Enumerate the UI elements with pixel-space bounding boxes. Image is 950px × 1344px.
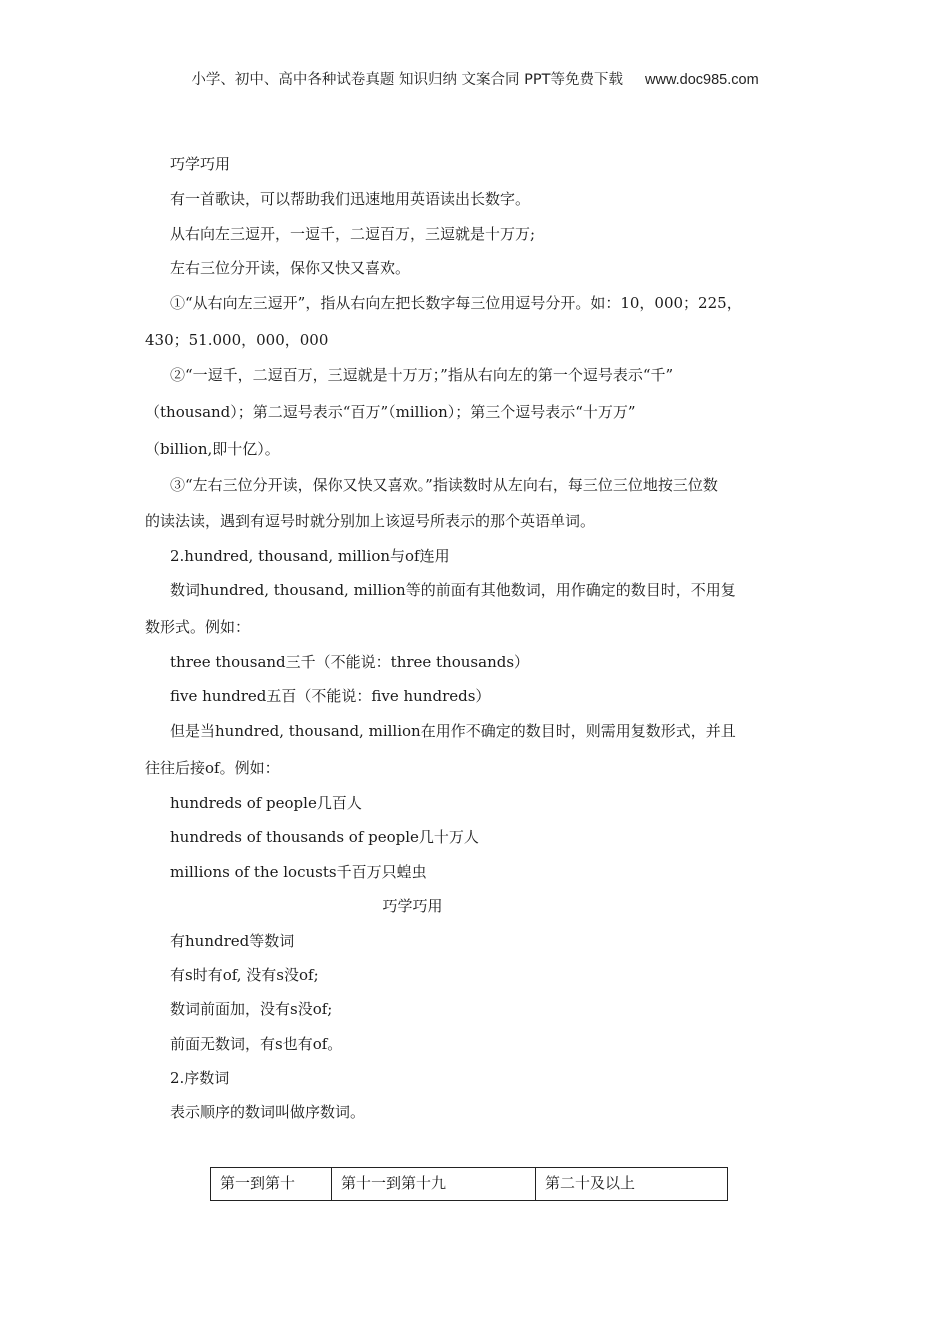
example-line: hundreds of thousands of people几十万人 [170, 828, 479, 846]
rhyme-line: 从右向左三逗开，一逗千，二逗百万，三逗就是十万万; [170, 225, 536, 243]
rhyme-line: 有s时有of, 没有s没of; [170, 966, 319, 984]
rhyme-line: 左右三位分开读，保你又快又喜欢。 [170, 259, 411, 277]
section-heading-centered: 巧学巧用 [382, 897, 443, 915]
rhyme-line: 前面无数词，有s也有of。 [170, 1035, 343, 1053]
header-site-url[interactable]: www.doc985.com [645, 72, 759, 88]
paragraph: 但是当hundred, thousand, million在用作不确定的数目时，则需用复数形式，并且 [170, 722, 736, 740]
example-line: hundreds of people几百人 [170, 794, 362, 812]
rhyme-line: 有hundred等数词 [170, 932, 295, 950]
paragraph-continued: （thousand）；第二逗号表示“百万”（million）；第三个逗号表示“十万万” [145, 403, 636, 421]
table-row [211, 1168, 728, 1201]
paragraph-continued: 430；51.000，000，000 [145, 331, 329, 349]
section-heading: 2.序数词 [170, 1069, 230, 1087]
rhyme-line: 数词前面加，没有s没of; [170, 1000, 333, 1018]
table-cell: 第二十及以上 [536, 1168, 728, 1201]
ordinal-table [210, 1167, 728, 1201]
table-cell: 第十一到第十九 [332, 1168, 536, 1201]
paragraph: 表示顺序的数词叫做序数词。 [170, 1103, 366, 1121]
example-line: three thousand三千（不能说：three thousands） [170, 653, 530, 671]
paragraph: ①“从右向左三逗开”，指从右向左把长数字每三位用逗号分开。如：10，000；225， [170, 294, 742, 312]
header-text: 小学、初中、高中各种试卷真题 知识归纳 文案合同 PPT等免费下载 [191, 72, 624, 88]
example-line: five hundred五百（不能说：five hundreds） [170, 687, 491, 705]
paragraph: ②“一逗千，二逗百万，三逗就是十万万；”指从右向左的第一个逗号表示“千” [170, 366, 674, 384]
example-line: millions of the locusts千百万只蝗虫 [170, 863, 427, 881]
section-heading: 巧学巧用 [170, 155, 231, 173]
paragraph: ③“左右三位分开读，保你又快又喜欢。”指读数时从左向右，每三位三位地按三位数 [170, 476, 718, 494]
page-header [0, 68, 950, 89]
section-heading: 2.hundred, thousand, million与of连用 [170, 547, 450, 565]
paragraph: 有一首歌诀，可以帮助我们迅速地用英语读出长数字。 [170, 190, 531, 208]
paragraph-continued: 往往后接of。例如： [145, 759, 280, 777]
paragraph: 数词hundred, thousand, million等的前面有其他数词，用作确定的数目时，不用复 [170, 581, 736, 599]
paragraph-continued: 数形式。例如： [145, 618, 251, 636]
table-cell: 第一到第十 [211, 1168, 332, 1201]
paragraph-continued: 的读法读，遇到有逗号时就分别加上该逗号所表示的那个英语单词。 [145, 512, 596, 530]
paragraph-continued: （billion,即十亿）。 [145, 440, 280, 458]
